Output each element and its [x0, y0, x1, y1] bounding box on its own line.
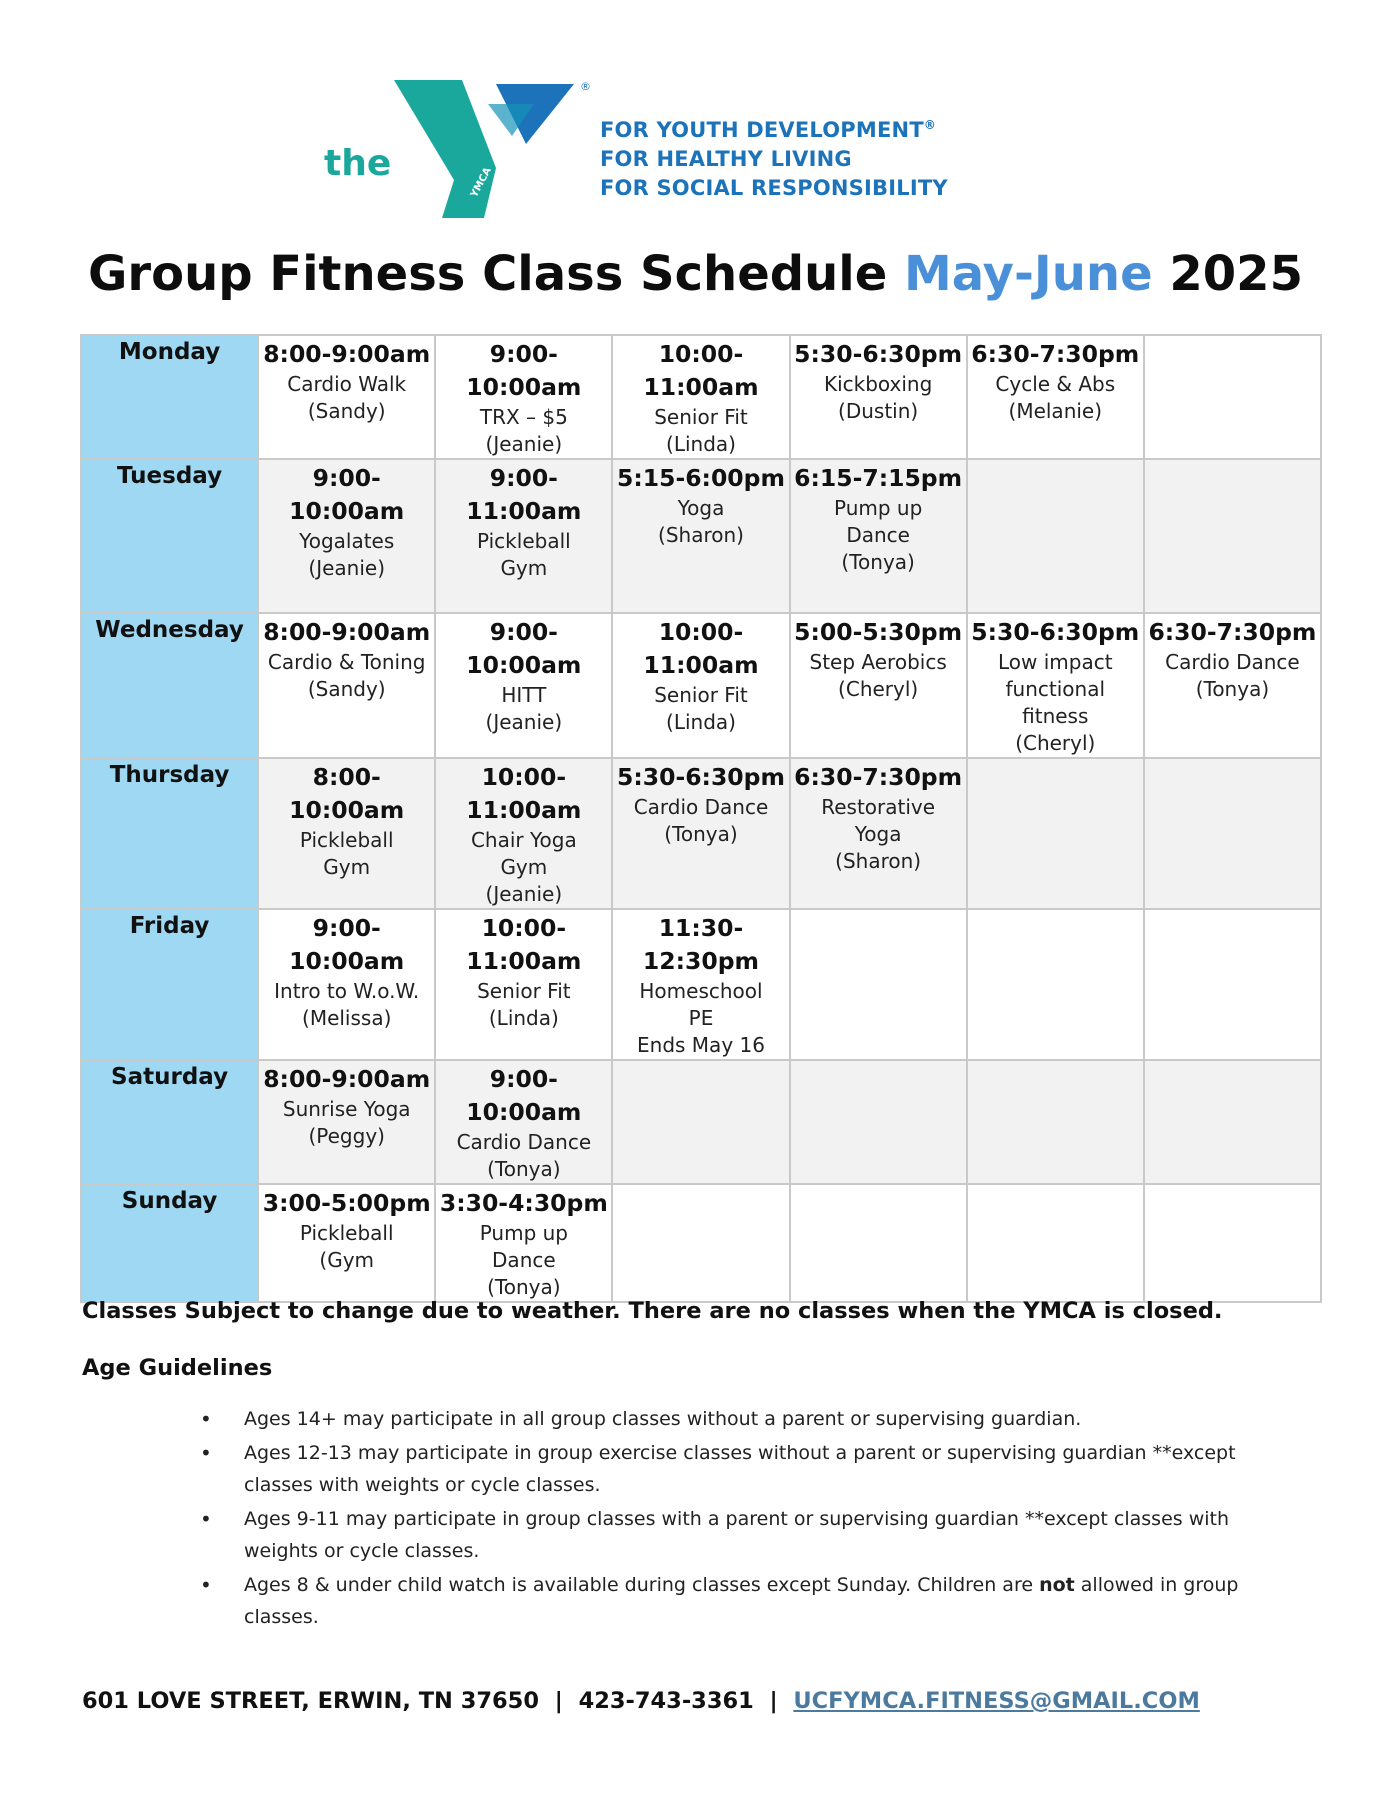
class-detail: Gym — [500, 855, 548, 879]
empty-cell — [612, 1060, 789, 1184]
class-cell — [258, 459, 435, 613]
class-detail: (Melanie) — [1008, 399, 1103, 423]
class-detail: Restorative — [821, 795, 936, 819]
class-detail: Yoga — [854, 822, 902, 846]
class-cell — [612, 459, 789, 613]
class-time: 3:00-5:00pm — [262, 1189, 431, 1217]
logo-ymca-small-text: YMCA — [468, 165, 494, 200]
class-time: 8:00-9:00am — [263, 340, 431, 368]
weather-note: Classes Subject to change due to weather. There are no classes when the YMCA is closed. — [82, 1298, 1223, 1324]
class-time: 8:00-9:00am — [263, 618, 431, 646]
class-detail: (Jeanie) — [308, 556, 386, 580]
age-guidelines-heading: Age Guidelines — [82, 1355, 273, 1381]
class-cell — [258, 335, 435, 459]
schedule-row-wednesday — [81, 613, 1321, 758]
class-time: 6:15-7:15pm — [794, 464, 963, 492]
class-time: 10:00- 11:00am — [466, 763, 582, 824]
tagline-social: FOR SOCIAL RESPONSIBILITY — [600, 176, 948, 200]
class-cell — [790, 758, 967, 909]
class-detail: Kickboxing — [823, 372, 933, 396]
class-detail: (Jeanie) — [485, 432, 563, 456]
class-detail: (Peggy) — [308, 1124, 385, 1148]
class-detail: (Tonya) — [1195, 677, 1270, 701]
class-cell — [258, 613, 435, 758]
class-time: 6:30-7:30pm — [1148, 618, 1317, 646]
schedule-row-monday — [81, 335, 1321, 459]
class-detail: Yoga — [677, 496, 725, 520]
footer-email-link[interactable]: UCFYMCA.FITNESS@GMAIL.COM — [793, 1688, 1200, 1714]
class-time: 5:30-6:30pm — [794, 340, 963, 368]
schedule-row-saturday — [81, 1060, 1321, 1184]
class-detail: Low impact — [997, 650, 1113, 674]
empty-cell — [1144, 459, 1321, 613]
class-time: 6:30-7:30pm — [794, 763, 963, 791]
guideline-item: • Ages 8 & under child watch is available during classes except Sunday. Children are not allowed in group classes. — [200, 1569, 1260, 1634]
class-detail: Intro to W.o.W. — [274, 979, 420, 1003]
logo-the-text: the — [324, 143, 392, 184]
class-detail: Dance — [846, 523, 910, 547]
logo-registered-mark: ® — [580, 80, 591, 93]
class-detail: Pump up — [479, 1221, 568, 1245]
class-detail: Senior Fit — [654, 405, 748, 429]
empty-cell — [1144, 335, 1321, 459]
class-detail: Step Aerobics — [809, 650, 947, 674]
class-time: 9:00- 10:00am — [466, 1065, 582, 1126]
class-detail: (Tonya) — [664, 822, 738, 846]
schedule-row-thursday — [81, 758, 1321, 909]
class-detail: Yogalates — [299, 529, 395, 553]
footer-contact: 601 LOVE STREET, ERWIN, TN 37650 | 423-743-3361 | UCFYMCA.FITNESS@GMAIL.COM — [82, 1688, 1200, 1714]
class-time: 8:00-9:00am — [263, 1065, 431, 1093]
ymca-logo — [324, 78, 1004, 228]
schedule-row-friday — [81, 909, 1321, 1060]
guideline-item: • Ages 12-13 may participate in group exercise classes without a parent or supervising guardian **except classes with weights or cycle classes. — [200, 1437, 1260, 1502]
day-label: Sunday — [81, 1184, 258, 1302]
class-time: 9:00- 10:00am — [466, 618, 582, 679]
footer-address: 601 LOVE STREET, ERWIN, TN 37650 — [82, 1688, 539, 1714]
class-detail: Cardio Dance — [456, 1130, 592, 1154]
class-detail: Cardio Walk — [287, 372, 407, 396]
class-cell — [612, 613, 789, 758]
class-time: 5:00-5:30pm — [794, 618, 963, 646]
class-cell — [435, 459, 612, 613]
empty-cell — [967, 758, 1144, 909]
class-cell — [1144, 613, 1321, 758]
schedule-row-tuesday — [81, 459, 1321, 613]
class-detail: Chair Yoga — [470, 828, 577, 852]
age-guidelines-list — [200, 1403, 1260, 1635]
day-label: Thursday — [81, 758, 258, 909]
class-detail: (Tonya) — [841, 550, 915, 574]
empty-cell — [967, 1060, 1144, 1184]
guideline-item: • Ages 14+ may participate in all group classes without a parent or supervising guardian. — [200, 1403, 1260, 1436]
footer-phone: 423-743-3361 — [578, 1688, 754, 1714]
class-detail: Pickleball — [477, 529, 571, 553]
class-detail: (Sandy) — [307, 399, 386, 423]
class-cell — [612, 758, 789, 909]
class-time: 5:30-6:30pm — [971, 618, 1140, 646]
empty-cell — [790, 1060, 967, 1184]
class-time: 9:00- 10:00am — [466, 340, 582, 401]
class-detail: (Cheryl) — [1015, 731, 1096, 755]
class-time: 9:00- 10:00am — [289, 464, 405, 525]
class-detail: HITT — [501, 683, 547, 707]
day-label: Tuesday — [81, 459, 258, 613]
class-detail: TRX – $5 — [479, 405, 568, 429]
class-time: 10:00- 11:00am — [643, 618, 759, 679]
class-detail: (Tonya) — [487, 1157, 561, 1181]
class-time: 3:30-4:30pm — [439, 1189, 608, 1217]
day-label: Wednesday — [81, 613, 258, 758]
day-label: Saturday — [81, 1060, 258, 1184]
class-detail: Homeschool — [639, 979, 763, 1003]
class-cell — [258, 1184, 435, 1302]
class-detail: Sunrise Yoga — [282, 1097, 411, 1121]
class-time: 9:00- 10:00am — [289, 914, 405, 975]
class-detail: Cardio Dance — [1165, 650, 1300, 674]
empty-cell — [1144, 1060, 1321, 1184]
class-cell — [435, 1184, 612, 1302]
class-detail: Pickleball — [299, 828, 394, 852]
page-title: Group Fitness Class Schedule May-June 2025 — [88, 246, 1303, 302]
schedule-table — [80, 334, 1322, 1303]
class-cell — [435, 613, 612, 758]
class-detail: (Sharon) — [658, 523, 744, 547]
empty-cell — [967, 1184, 1144, 1302]
class-detail: Senior Fit — [654, 683, 748, 707]
class-detail: (Linda) — [666, 710, 736, 734]
class-detail: (Linda) — [488, 1006, 559, 1030]
class-time: 5:30-6:30pm — [617, 763, 785, 791]
class-cell — [435, 909, 612, 1060]
class-detail: (Tonya) — [487, 1275, 561, 1299]
tagline-youth: FOR YOUTH DEVELOPMENT® — [600, 118, 937, 142]
class-detail: (Melissa) — [302, 1006, 392, 1030]
empty-cell — [967, 909, 1144, 1060]
class-detail: fitness — [1022, 704, 1089, 728]
class-time: 10:00- 11:00am — [643, 340, 759, 401]
class-detail: Cardio Dance — [633, 795, 769, 819]
class-detail: (Cheryl) — [838, 677, 919, 701]
day-label: Monday — [81, 335, 258, 459]
class-detail: (Dustin) — [838, 399, 919, 423]
class-detail: (Jeanie) — [485, 882, 563, 906]
class-cell — [790, 335, 967, 459]
class-cell — [967, 613, 1144, 758]
guideline-item: • Ages 9-11 may participate in group classes with a parent or supervising guardian **except classes with weights or cycle classes. — [200, 1503, 1260, 1568]
class-detail: (Sandy) — [307, 677, 386, 701]
class-cell — [258, 1060, 435, 1184]
empty-cell — [967, 459, 1144, 613]
class-cell — [790, 613, 967, 758]
class-cell — [258, 758, 435, 909]
class-detail: PE — [688, 1006, 714, 1030]
class-detail: (Gym — [319, 1248, 375, 1272]
tagline-healthy: FOR HEALTHY LIVING — [600, 147, 852, 171]
class-detail: (Sharon) — [835, 849, 922, 873]
class-detail: Gym — [500, 556, 548, 580]
class-cell — [258, 909, 435, 1060]
class-cell — [612, 335, 789, 459]
class-time: 10:00- 11:00am — [466, 914, 582, 975]
class-detail: (Linda) — [666, 432, 736, 456]
class-detail: Cycle & Abs — [995, 372, 1116, 396]
class-time: 6:30-7:30pm — [971, 340, 1140, 368]
class-detail: Dance — [492, 1248, 556, 1272]
class-detail: Pickleball — [299, 1221, 394, 1245]
class-cell — [435, 1060, 612, 1184]
empty-cell — [1144, 909, 1321, 1060]
class-time: 9:00- 11:00am — [466, 464, 582, 525]
class-cell — [612, 909, 789, 1060]
class-cell — [790, 459, 967, 613]
empty-cell — [1144, 758, 1321, 909]
day-label: Friday — [81, 909, 258, 1060]
class-cell — [435, 335, 612, 459]
schedule-row-sunday — [81, 1184, 1321, 1302]
class-detail: functional — [1005, 677, 1106, 701]
class-detail: Pump up — [833, 496, 923, 520]
class-cell — [967, 335, 1144, 459]
empty-cell — [612, 1184, 789, 1302]
class-detail: Gym — [323, 855, 371, 879]
class-detail: (Jeanie) — [485, 710, 563, 734]
empty-cell — [790, 1184, 967, 1302]
class-cell — [435, 758, 612, 909]
class-time: 11:30- 12:30pm — [642, 914, 760, 975]
class-detail: Ends May 16 — [637, 1033, 765, 1057]
class-time: 8:00- 10:00am — [289, 763, 405, 824]
class-detail: Cardio & Toning — [267, 650, 426, 674]
empty-cell — [1144, 1184, 1321, 1302]
empty-cell — [790, 909, 967, 1060]
class-detail: Senior Fit — [477, 979, 571, 1003]
class-time: 5:15-6:00pm — [617, 464, 785, 492]
